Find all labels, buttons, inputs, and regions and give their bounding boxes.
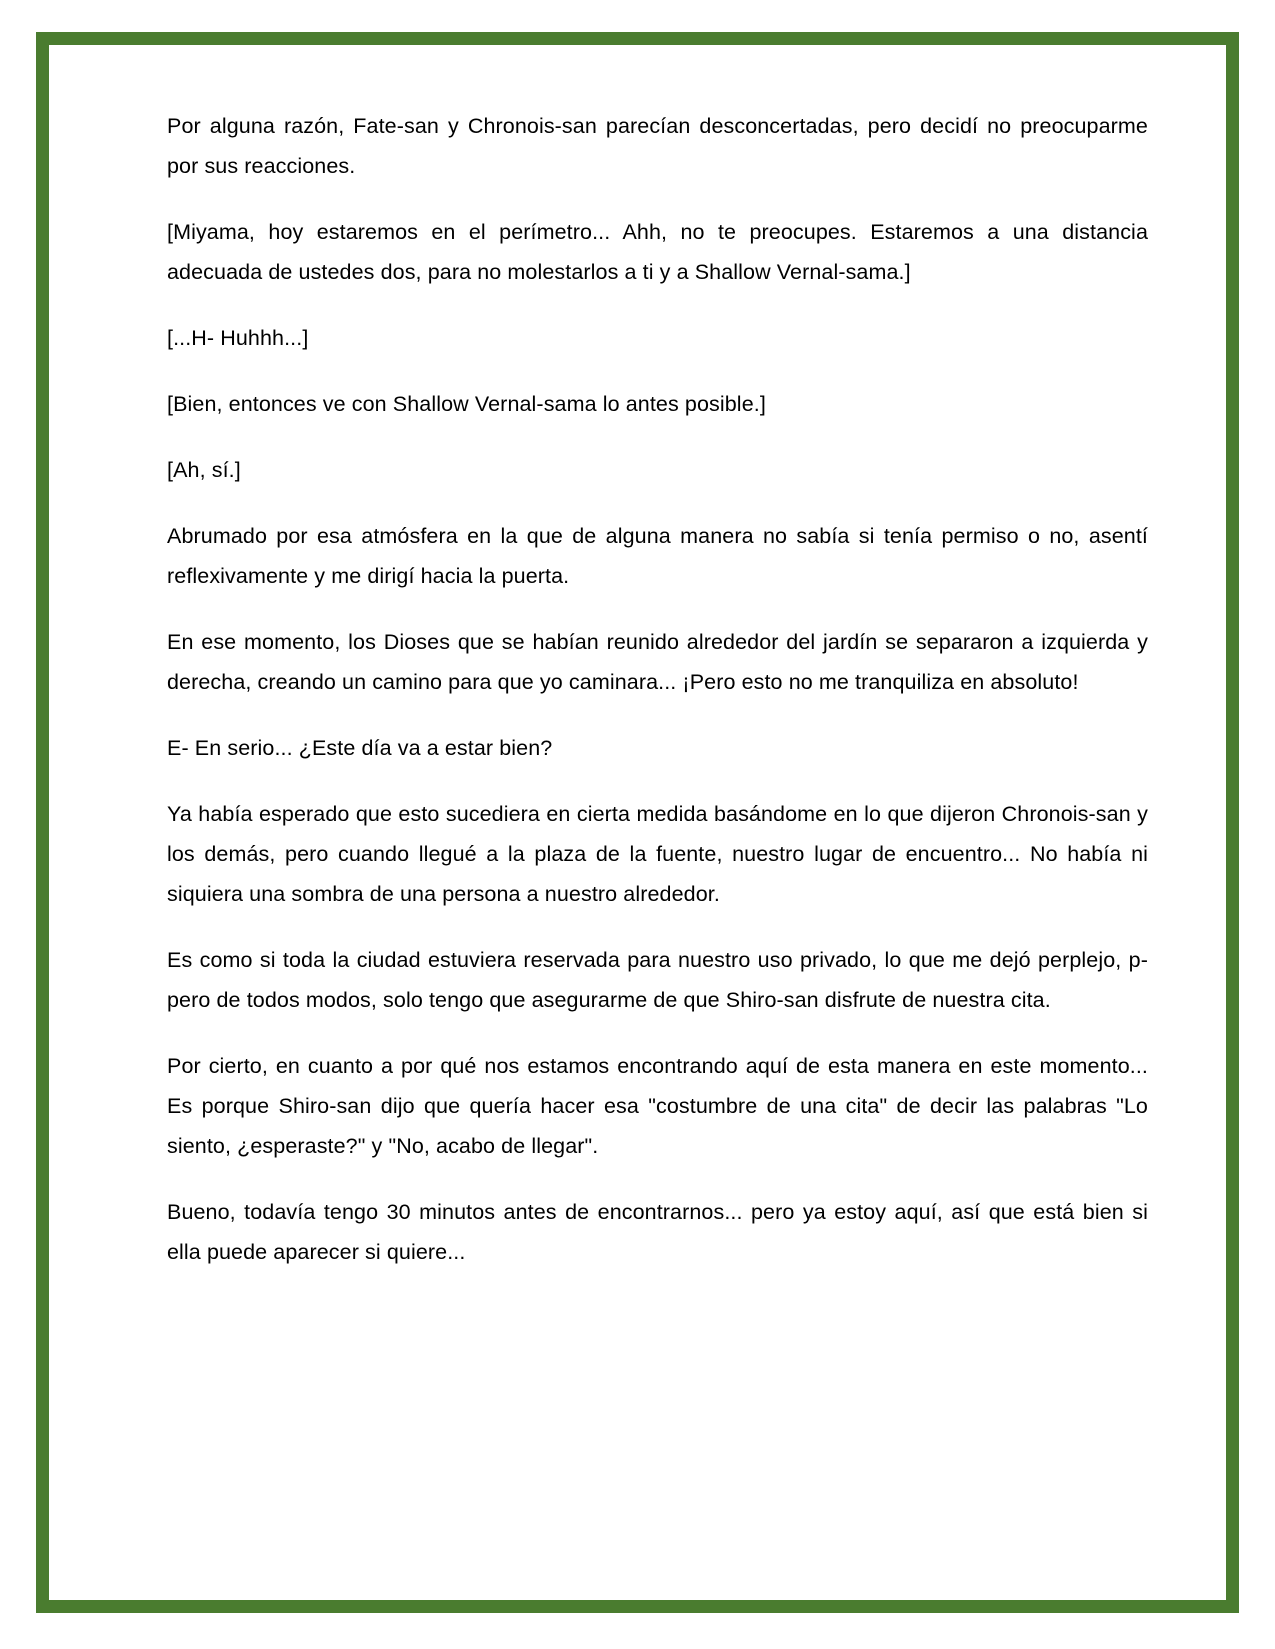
paragraph: [Miyama, hoy estaremos en el perímetro... Ahh, no te preocupes. Estaremos a una distancia adecuada de ustedes dos, para no molestarlos a ti y a Shallow Vernal-sama.] [167,219,1148,284]
paragraph: [Bien, entonces ve con Shallow Vernal-sama lo antes posible.] [167,391,766,416]
document-text-body [167,107,1148,1273]
paragraph: Ya había esperado que esto sucediera en cierta medida basándome en lo que dijeron Chronois-san y los demás, pero cuando llegué a la plaza de la fuente, nuestro lugar de encuentro... No había ni siquiera una sombra de una persona a nuestro alrededor. [167,801,1148,906]
paragraph: Por cierto, en cuanto a por qué nos estamos encontrando aquí de esta manera en este momento... Es porque Shiro-san dijo que quería hacer esa "costumbre de una cita" de decir las palabras "Lo siento, ¿esperaste?" y "No, acabo de llegar". [167,1053,1148,1158]
paragraph: Es como si toda la ciudad estuviera reservada para nuestro uso privado, lo que me dejó perplejo, p- pero de todos modos, solo tengo que asegurarme de que Shiro-san disfrute de nuestra cita. [167,947,1148,1012]
paragraph: Bueno, todavía tengo 30 minutos antes de encontrarnos... pero ya estoy aquí, así que está bien si ella puede aparecer si quiere... [167,1199,1148,1264]
paragraph: En ese momento, los Dioses que se habían reunido alrededor del jardín se separaron a izquierda y derecha, creando un camino para que yo caminara... ¡Pero esto no me tranquiliza en absoluto! [167,629,1148,694]
page-border-frame [36,32,1239,1613]
paragraph: E- En serio... ¿Este día va a estar bien? [167,735,553,760]
paragraph: Abrumado por esa atmósfera en la que de alguna manera no sabía si tenía permiso o no, asentí reflexivamente y me dirigí hacia la puerta. [167,523,1148,588]
paragraph: Por alguna razón, Fate-san y Chronois-san parecían desconcertadas, pero decidí no preocuparme por sus reacciones. [167,114,1148,178]
paragraph: [Ah, sí.] [167,457,241,482]
paragraph: [...H- Huhhh...] [167,325,309,350]
